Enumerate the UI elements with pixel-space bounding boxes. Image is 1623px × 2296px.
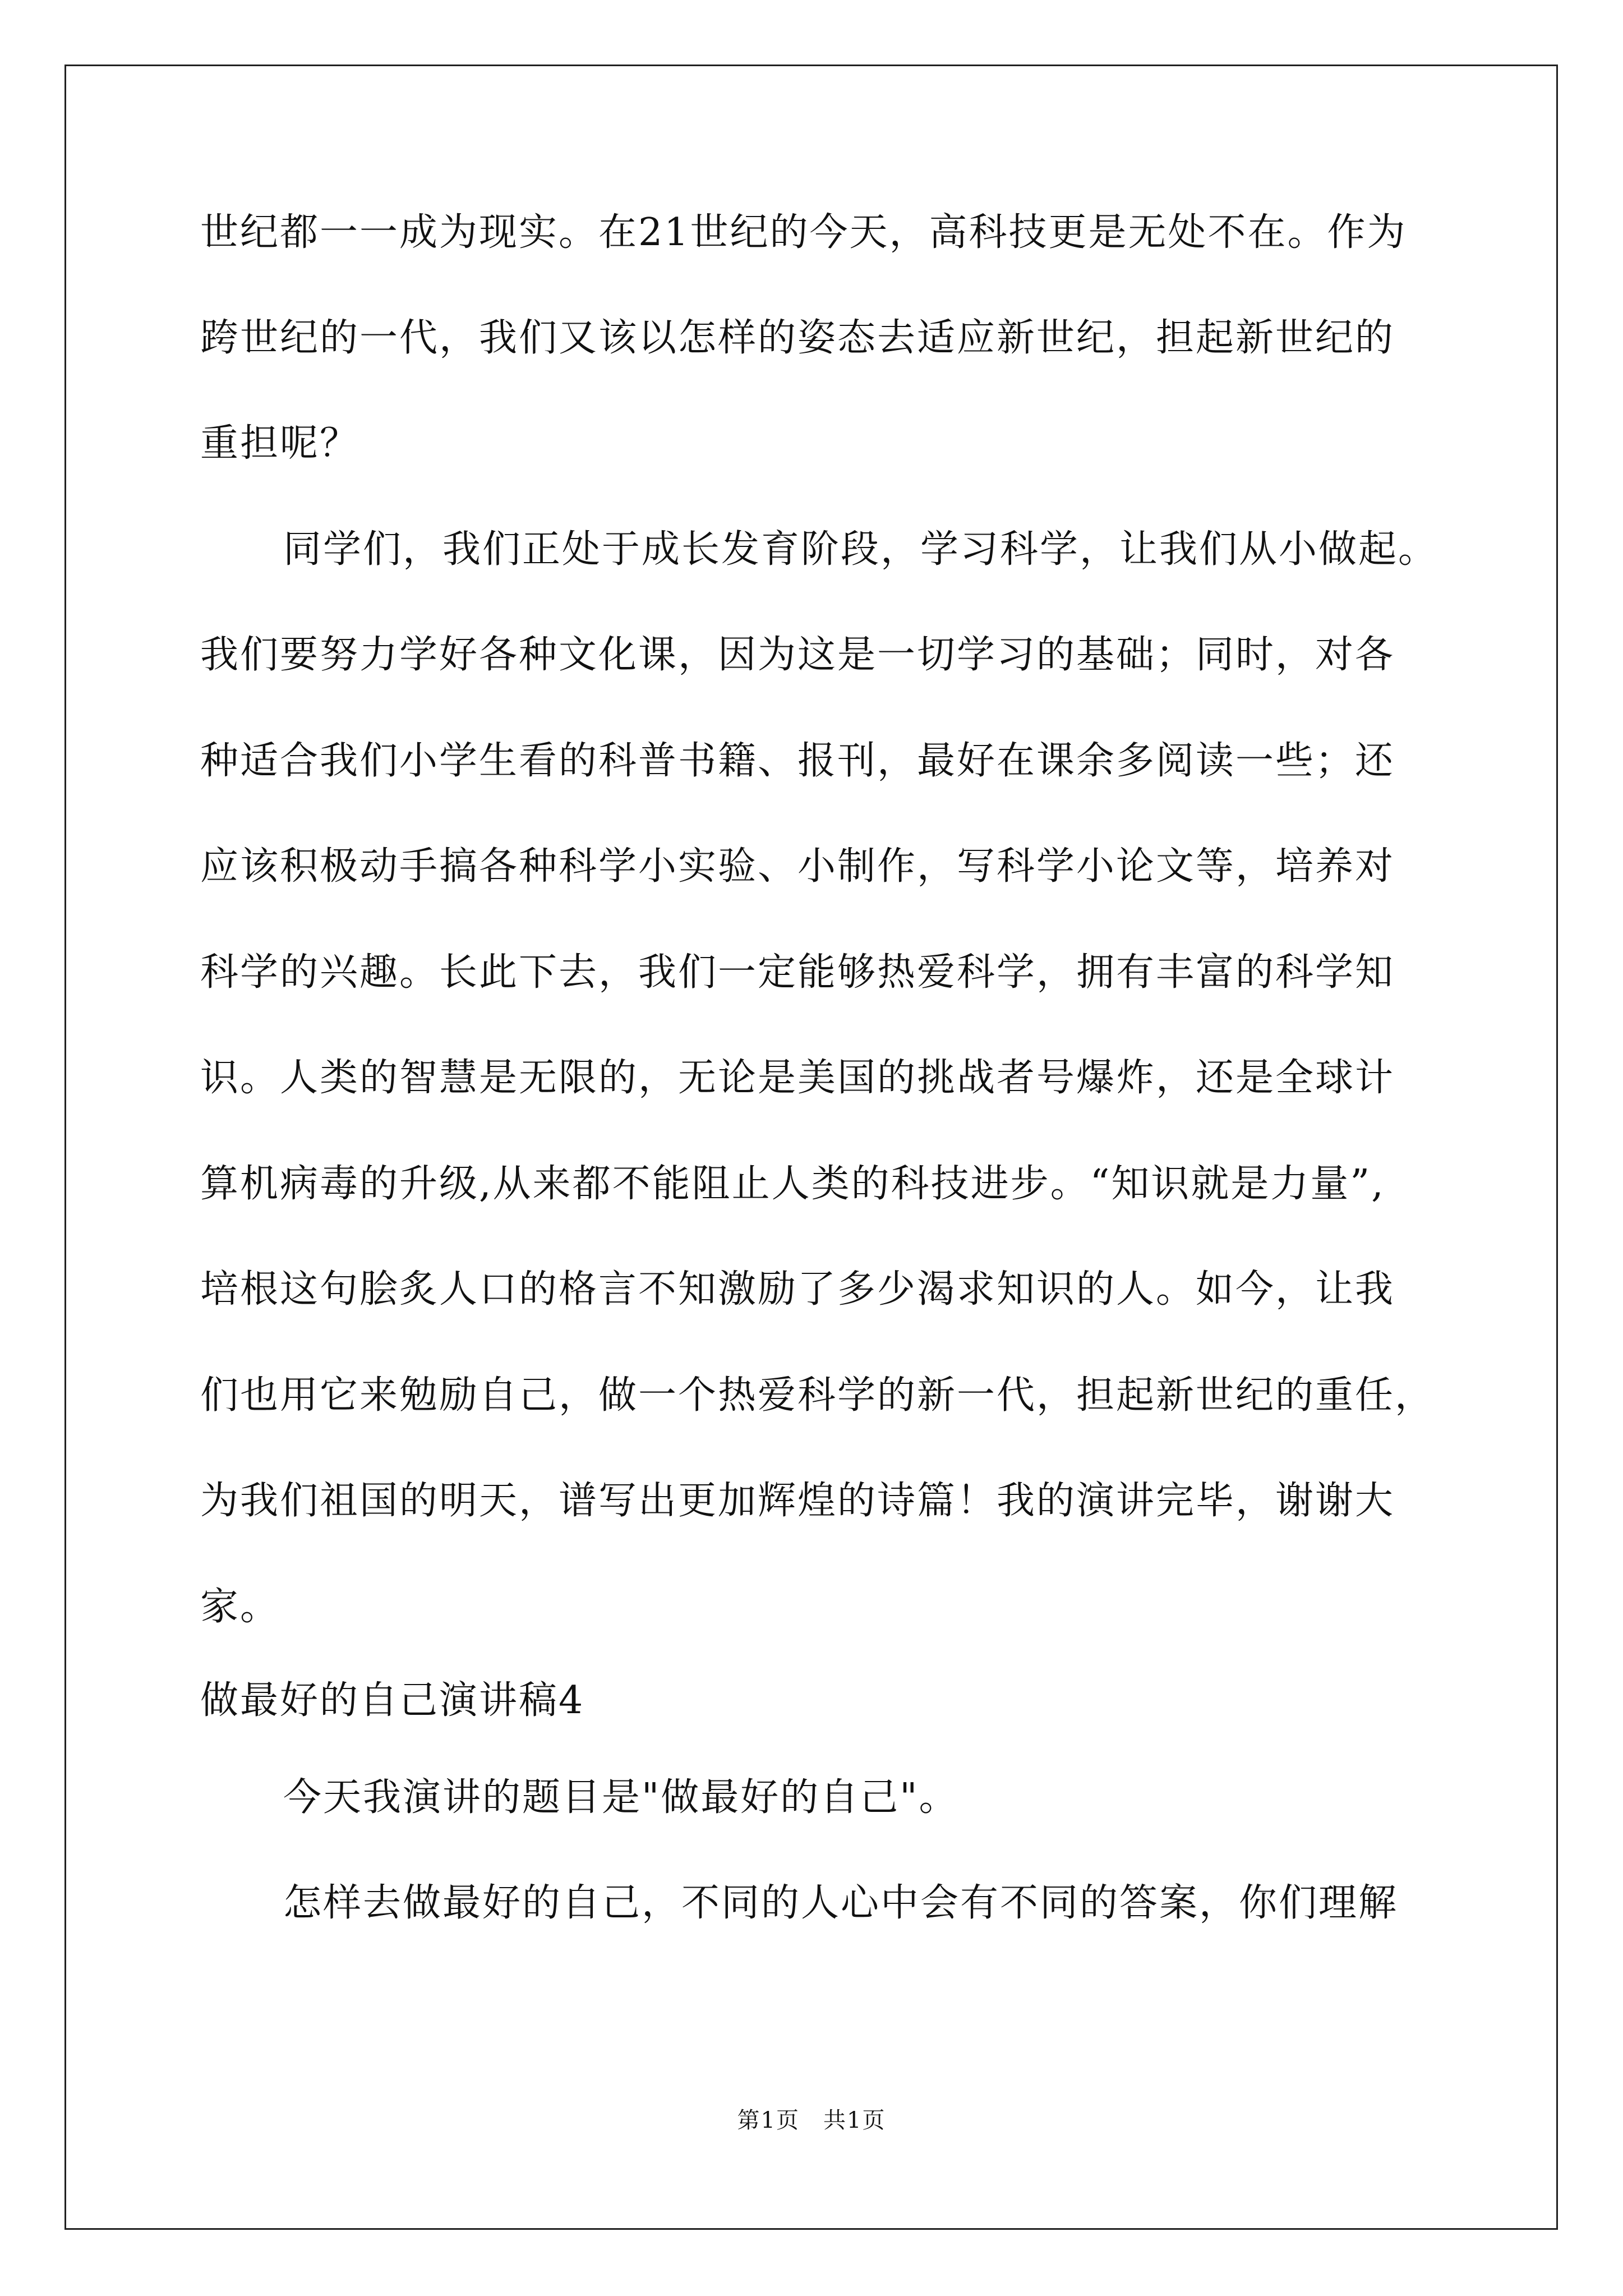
paragraph-line: 同学们，我们正处于成长发育阶段，学习科学，让我们从小做起。 bbox=[283, 527, 1438, 572]
paragraph-line: 识。人类的智慧是无限的，无论是美国的挑战者号爆炸，还是全球计 bbox=[200, 1056, 1395, 1100]
paragraph-line: 科学的兴趣。长此下去，我们一定能够热爱科学，拥有丰富的科学知 bbox=[200, 950, 1395, 995]
paragraph-line: 培根这句脍炙人口的格言不知激励了多少渴求知识的人。如今，让我 bbox=[200, 1267, 1395, 1312]
paragraph-line: 怎样去做最好的自己，不同的人心中会有不同的答案，你们理解 bbox=[283, 1881, 1399, 1925]
section-heading: 做最好的自己演讲稿4 bbox=[200, 1678, 585, 1723]
paragraph-line: 为我们祖国的明天，谱写出更加辉煌的诗篇！我的演讲完毕，谢谢大 bbox=[200, 1479, 1395, 1523]
paragraph-line: 今天我演讲的题目是"做最好的自己"。 bbox=[283, 1775, 959, 1820]
paragraph-line: 算机病毒的升级,从来都不能阻止人类的科技进步。“知识就是力量”, bbox=[200, 1162, 1385, 1206]
paragraph-line: 种适合我们小学生看的科普书籍、报刊，最好在课余多阅读一些；还 bbox=[200, 739, 1395, 783]
paragraph-line: 应该积极动手搞各种科学小实验、小制作，写科学小论文等，培养对 bbox=[200, 844, 1395, 889]
paragraph-line: 家。 bbox=[200, 1585, 280, 1629]
paragraph-line: 们也用它来勉励自己，做一个热爱科学的新一代，担起新世纪的重任， bbox=[200, 1373, 1435, 1418]
paragraph-line: 重担呢？ bbox=[200, 421, 360, 466]
paragraph-line: 我们要努力学好各种文化课，因为这是一切学习的基础；同时，对各 bbox=[200, 633, 1395, 677]
paragraph-line: 世纪都一一成为现实。在21世纪的今天，高科技更是无处不在。作为 bbox=[200, 210, 1407, 255]
paragraph-line: 跨世纪的一代，我们又该以怎样的姿态去适应新世纪，担起新世纪的 bbox=[200, 316, 1395, 360]
page-footer: 第1页 共1页 bbox=[737, 2108, 886, 2133]
